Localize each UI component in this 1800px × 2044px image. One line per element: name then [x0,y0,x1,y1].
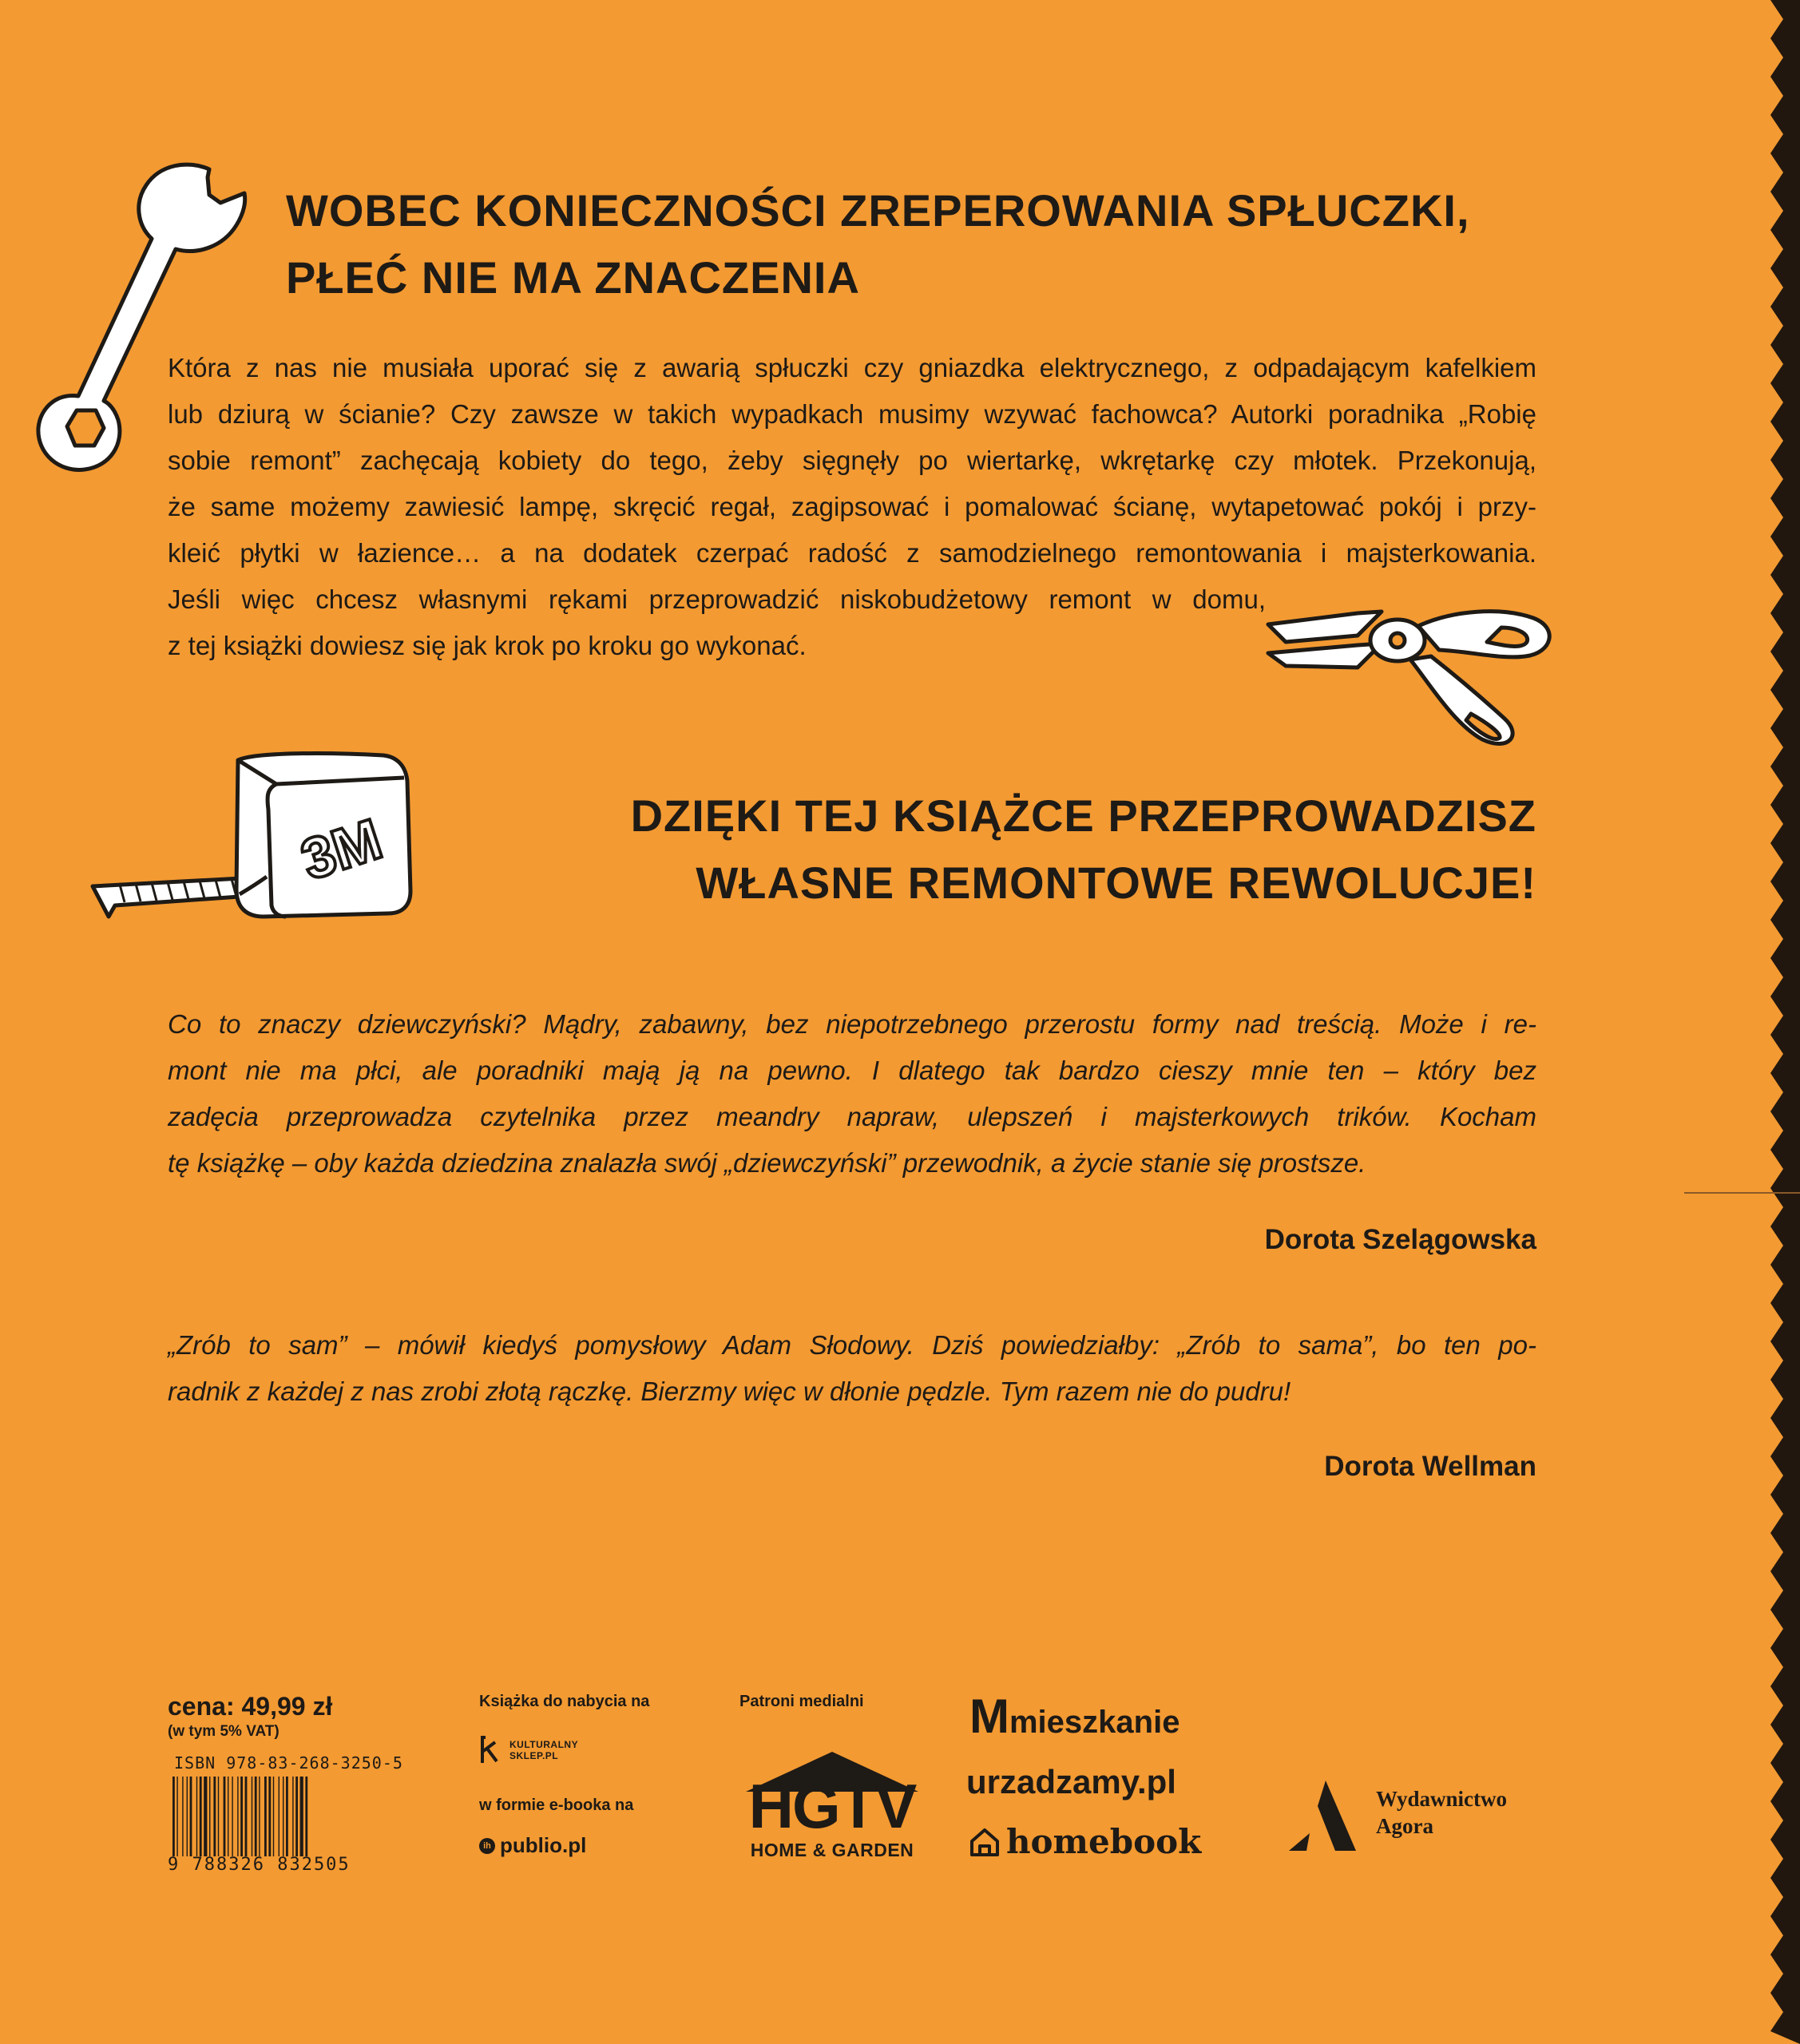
house-icon [969,1827,1000,1857]
hgtv-subtitle: HOME & GARDEN [750,1840,914,1860]
agora-logo-icon [1286,1777,1362,1854]
barcode-bar [190,1777,192,1856]
barcode-bar [172,1777,175,1856]
intro-line: sobie remont” zachęcają kobiety do tego, żeby sięgnęły po wiertarkę, wkrętarkę czy młotek. Przekonują, [168,446,1536,475]
quote-line: tę książkę – oby każda dziedzina znalazła swój „dziewczyński” przewodnik, a życie stanie się prostsze. [168,1148,1366,1178]
barcode-bar [196,1777,197,1856]
publisher-line-2: Agora [1376,1814,1433,1838]
mieszkanie-m: M [969,1689,1009,1743]
heading-secondary [511,782,1536,917]
intro-line: Jeśli więc chcesz własnymi rękami przeprowadzić niskobudżetowy remont w domu, [168,584,1266,614]
heading-main [286,177,1564,311]
barcode-bar [182,1777,183,1856]
quote-line: zadęcia przeprowadza czytelnika przez meandry napraw, ulepszeń i majsterkowych trików. Kocham [168,1102,1536,1131]
barcode-bar [259,1777,260,1856]
homebook-text: homebook [1006,1822,1202,1861]
intro-line: kleić płytki w łazience… a na dodatek czerpać radość z samodzielnego remontowania i majsterkowania. [168,538,1536,568]
quote-szelagowska [168,1001,1536,1186]
kulturalny-k-icon [479,1734,502,1766]
barcode-bar [204,1777,207,1856]
publio-text: publio.pl [500,1833,587,1857]
heading-main-line-2: PŁEĆ NIE MA ZNACZENIA [286,252,860,303]
intro-line: Która z nas nie musiała uporać się z awarią spłuczki czy gniazdka elektrycznego, z odpadającym kafelkiem [168,353,1536,382]
heading-main-line-1: WOBEC KONIECZNOŚCI ZREPEROWANIA SPŁUCZKI, [286,185,1470,236]
barcode-bar [187,1777,188,1856]
barcode-bar [264,1777,267,1856]
publio-logo [479,1833,586,1858]
intro-line: że same możemy zawiesić lampę, skręcić regał, zagipsować i pomalować ścianę, wytapetować pokój i przy- [168,492,1536,521]
barcode-bar [209,1777,210,1856]
publisher-line-1: Wydawnictwo [1376,1787,1508,1811]
barcode-bar [200,1777,202,1856]
homebook-logo [969,1822,1201,1861]
barcode-bar [176,1777,177,1856]
publio-icon: ih [479,1838,495,1854]
barcode-bar [224,1777,226,1856]
barcode-bar [218,1777,219,1856]
book-spine [1684,0,1800,2044]
barcode-bar [279,1777,280,1856]
price: cena: 49,99 zł [168,1692,333,1721]
quote-author: Dorota Szelągowska [1264,1224,1536,1255]
barcode-bar [255,1777,257,1856]
barcode-bar [300,1777,303,1856]
quote-wellman [168,1322,1536,1415]
heading-secondary-line-1: DZIĘKI TEJ KSIĄŻCE PRZEPROWADZISZ [630,790,1536,841]
ebook-label: w formie e-booka na [479,1796,634,1814]
intro-line: lub dziurą w ścianie? Czy zawsze w takich wypadkach musimy wzywać fachowca? Autorki poradnika „Robię [168,399,1536,429]
quote-line: mont nie ma płci, ale poradniki mają ją na pewno. I dlatego tak bardzo cieszy mnie ten – który bez [168,1056,1536,1085]
mieszkanie-logo [969,1689,1180,1743]
barcode-bar [237,1777,238,1856]
barcode-bar [273,1777,274,1856]
patrons-label: Patroni medialni [739,1693,864,1710]
barcode-bar [245,1777,248,1856]
barcode-digits: 9 788326 832505 [168,1855,351,1875]
quote-line: Co to znaczy dziewczyński? Mądry, zabawny, bez niepotrzebnego przerostu formy nad treścią. Może i re- [168,1009,1536,1039]
urzadzamy-logo: urzadzamy.pl [966,1763,1176,1800]
mieszkanie-text: mieszkanie [1009,1705,1180,1740]
barcode-bar [292,1777,293,1856]
barcode-bar [295,1777,298,1856]
tape-measure-icon [88,749,423,925]
quote-author: Dorota Wellman [1324,1451,1536,1482]
vat-note: (w tym 5% VAT) [168,1723,280,1740]
quote-line: radnik z każdej z nas zrobi złotą rączkę. Bierzmy więc w dłonie pędzle. Tym razem nie do pudru! [168,1377,1291,1406]
isbn: ISBN 978-83-268-3250-5 [174,1753,403,1773]
availability-label: Książka do nabycia na [479,1693,650,1710]
hgtv-logo-text: HGTV [748,1771,916,1841]
barcode [172,1777,368,1856]
barcode-bar [268,1777,271,1856]
intro-paragraph [168,345,1536,669]
barcode-bar [286,1777,288,1856]
intro-line: z tej książki dowiesz się jak krok po kroku go wykonać. [168,631,807,660]
tape-measure-label: 3M [293,806,390,893]
quote-line: „Zrób to sam” – mówił kiedyś pomysłowy Adam Słodowy. Dziś powiedziałby: „Zrób to sama”, bo ten po- [168,1330,1536,1360]
barcode-bar [305,1777,307,1856]
barcode-bar [213,1777,216,1856]
barcode-bar [240,1777,243,1856]
heading-secondary-line-2: WŁASNE REMONTOWE REWOLUCJE! [696,858,1536,908]
publisher-name [1376,1785,1507,1840]
kulturalny-text: KULTURALNY SKLEP.PL [509,1739,579,1761]
kulturalny-sklep-logo [479,1734,578,1766]
